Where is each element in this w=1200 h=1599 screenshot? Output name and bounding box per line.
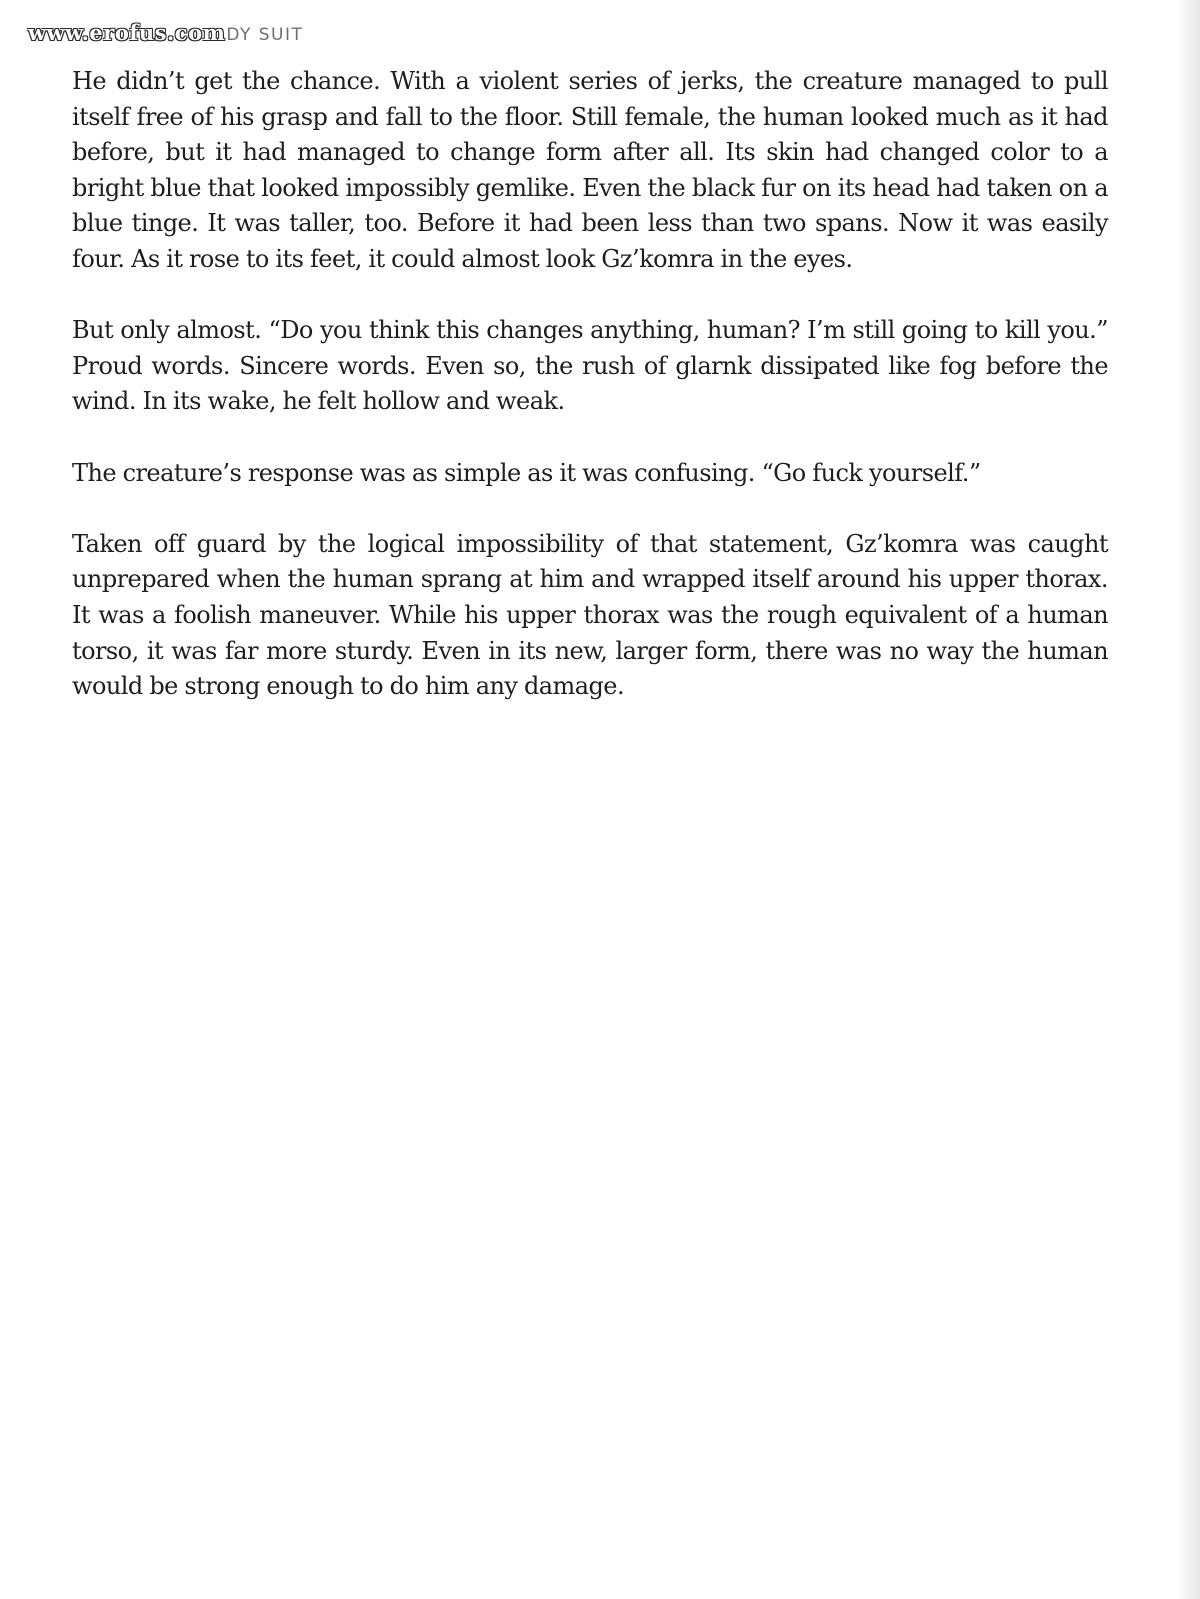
page-edge-shadow bbox=[1178, 0, 1200, 1599]
paragraph-3: The creature’s response was as simple as it was confusing. “Go fuck yourself.” bbox=[72, 458, 981, 487]
paragraph-4: Taken off guard by the logical impossibility of that statement, Gz’komra was caught unprepared when the human sprang at him and wrapped itself around his upper thorax. It was a foolish maneuver. While his upper thorax was the rough equivalent of a human torso, it was far more sturdy. Even in its new, larger form, there was no way the human would be strong enough to do him any damage. bbox=[72, 529, 1108, 701]
paragraph-1: He didn’t get the chance. With a violent series of jerks, the creature managed to pull itself free of his grasp and fall to the floor. Still female, the human looked much as it had before, but it had managed to change form after all. Its skin had changed color to a bright blue that looked impossibly gemlike. Even the black fur on its head had taken on a blue tinge. It was taller, too. Before it had been less than two spans. Now it was easily four. As it rose to its feet, it could almost look Gz’komra in the eyes. bbox=[72, 67, 1108, 273]
page-header bbox=[28, 20, 303, 44]
body-text bbox=[72, 64, 1108, 740]
paragraph-2: But only almost. “Do you think this changes anything, human? I’m still going to kill you.” Proud words. Sincere words. Even so, the rush of glarnk dissipated like fog before the wind. In its wake, he felt hollow and weak. bbox=[72, 316, 1108, 416]
watermark: www.erofus.com bbox=[28, 20, 226, 45]
running-header: DY SUIT bbox=[226, 25, 304, 45]
